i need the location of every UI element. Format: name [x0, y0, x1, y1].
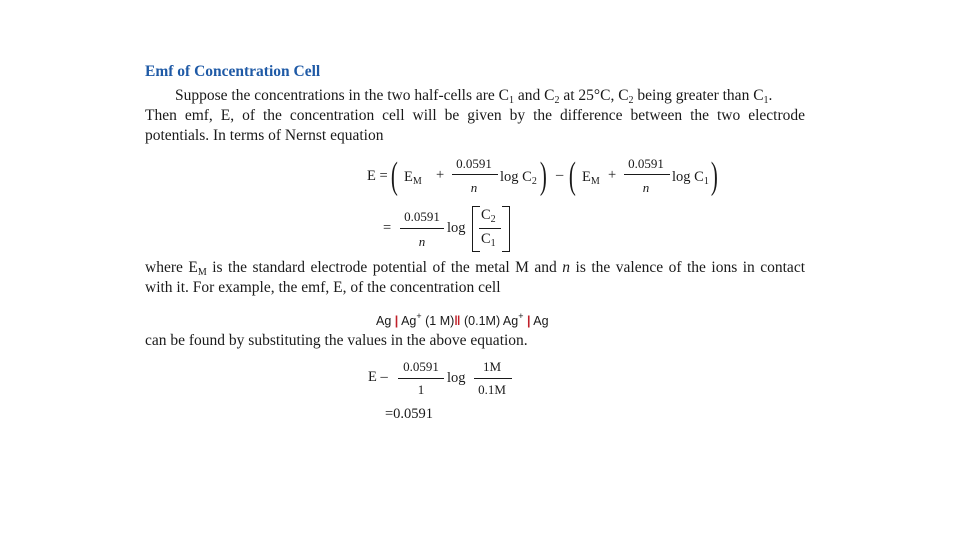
- paragraph-3: can be found by substituting the values in the above equation.: [145, 332, 528, 349]
- eq2-equals: =: [383, 220, 392, 236]
- eq1-num2: 0.0591: [628, 156, 664, 171]
- eq1-frac-bar-2: [624, 174, 670, 175]
- eq3-log: log: [447, 370, 466, 386]
- eq1-paren-close-2: ): [710, 155, 718, 197]
- eq2-bracket-close: [502, 206, 510, 252]
- section-heading: Emf of Concentration Cell: [145, 63, 321, 80]
- eq1-plus1: +: [436, 167, 445, 183]
- eq1-plus2: +: [608, 167, 617, 183]
- eq3-num: 0.0591: [403, 359, 439, 374]
- result-value: =0.0591: [385, 406, 434, 422]
- eq1-num1: 0.0591: [456, 156, 492, 171]
- eq1-em1: $E_M$: [404, 169, 422, 187]
- eq2-frac-bar: [400, 228, 444, 229]
- eq1-log2: $\log C_1$: [672, 169, 709, 187]
- paragraph-2-line-2: with it. For example, the emf, E, of the concentration cell: [145, 279, 501, 296]
- eq2-den: n: [418, 234, 426, 249]
- paragraph-1-line-3: potentials. In terms of Nernst equation: [145, 127, 384, 144]
- eq1-em2: $E_M$: [582, 169, 600, 187]
- eq1-paren-close-1: ): [539, 155, 547, 197]
- eq1-paren-open-1: (: [390, 155, 398, 197]
- paragraph-1-line-1: Suppose the concentrations in the two half-cells are $C_1$ and $C_2$ at 25°C, $C_2$ being greater than $C_1$.: [175, 87, 773, 106]
- concentration-cell-notation: Ag | Ag+ (1 M)‖ (0.1M) Ag+ | Ag: [376, 311, 549, 328]
- eq1-lhs: E =: [367, 168, 388, 184]
- eq1-minus: –: [556, 167, 564, 183]
- eq2-log: log: [447, 220, 466, 236]
- eq3-lhs: E –: [368, 369, 388, 385]
- eq3-inner-bar: [474, 378, 512, 379]
- paragraph-1-line-2: Then emf, E, of the concentration cell will be given by the difference between the two electrode: [145, 107, 805, 124]
- eq2-num: 0.0591: [404, 209, 440, 224]
- eq3-den2: 0.1M: [478, 382, 506, 397]
- eq1-den1: n: [470, 180, 478, 195]
- eq3-den: 1: [417, 382, 425, 397]
- eq1-frac-bar-1: [452, 174, 498, 175]
- eq2-c2: $C_2$: [481, 207, 496, 225]
- eq3-frac-bar: [398, 378, 444, 379]
- eq3-num2: 1M: [482, 359, 502, 374]
- paragraph-2-line-1: where $E_M$ is the standard electrode potential of the metal M and n is the valence of the ions in contact: [145, 259, 806, 278]
- eq2-bracket-open: [472, 206, 480, 252]
- eq2-inner-bar: [479, 228, 501, 229]
- eq2-c1: $C_1$: [481, 231, 496, 249]
- eq1-log1: $\log C_2$: [500, 169, 537, 187]
- eq1-den2: n: [642, 180, 650, 195]
- eq1-paren-open-2: (: [568, 155, 576, 197]
